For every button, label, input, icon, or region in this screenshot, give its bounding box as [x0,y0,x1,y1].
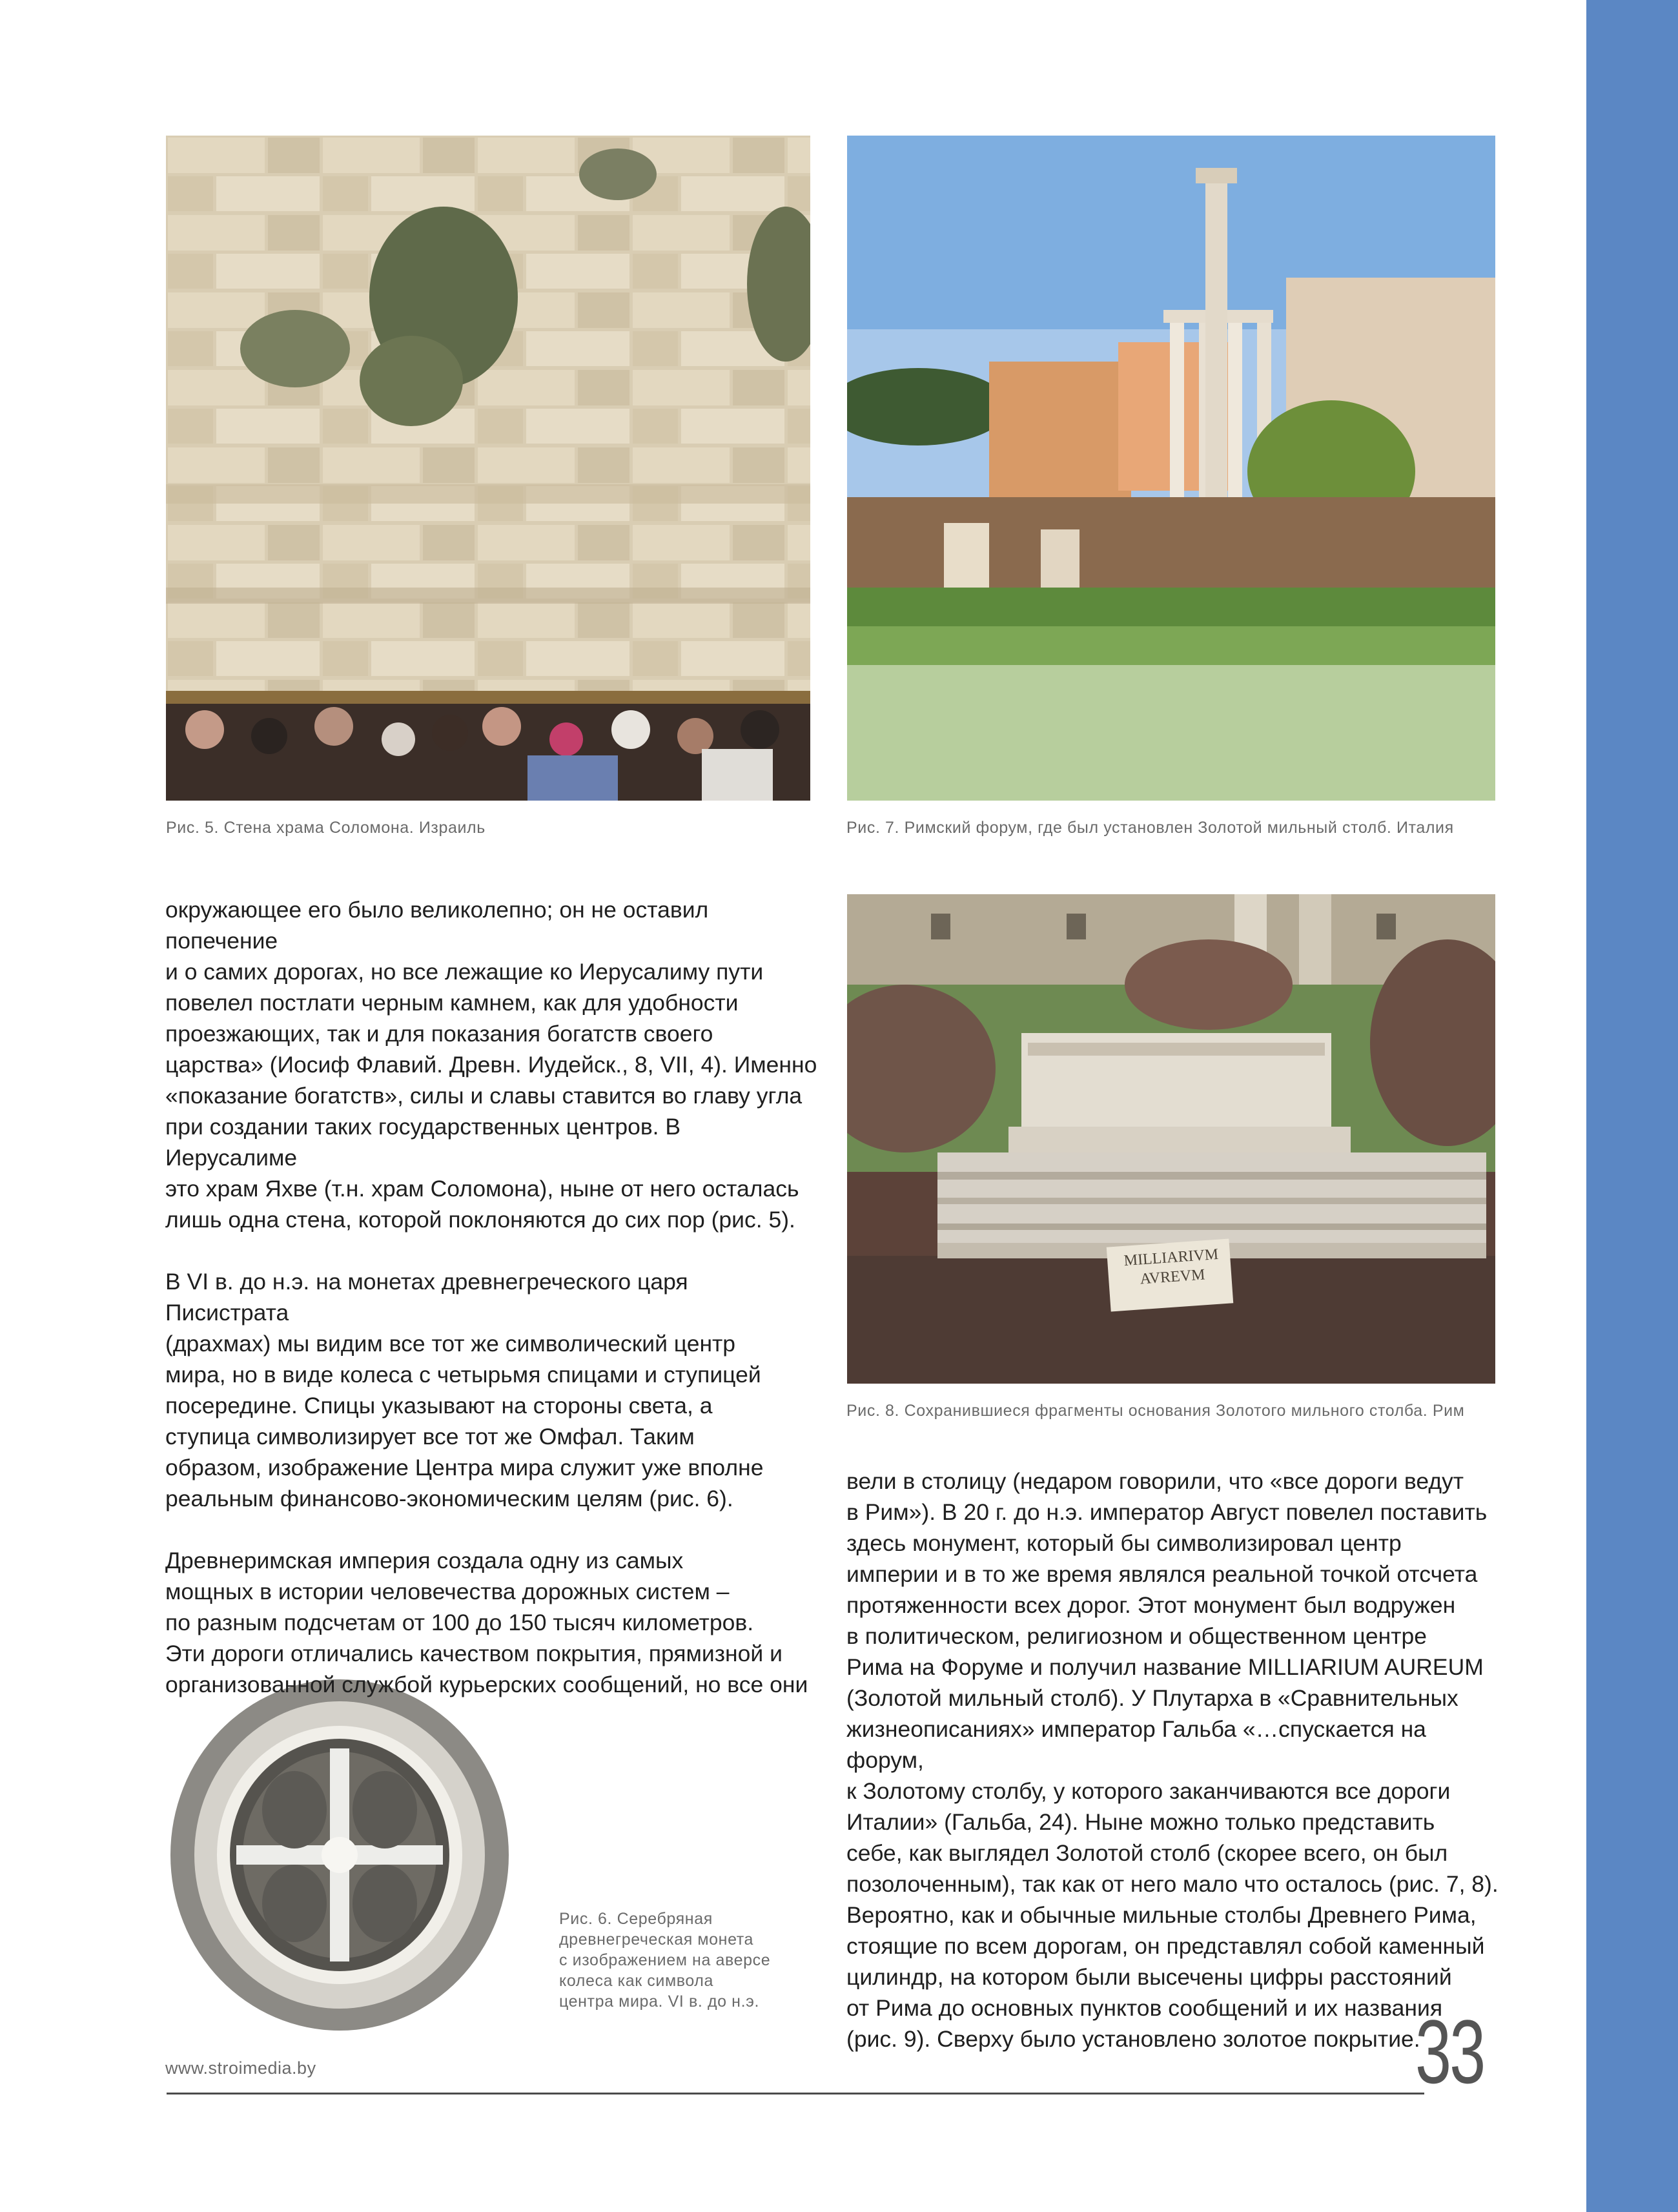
paragraph-jerusalem: окружающее его было великолепно; он не оставил попечение и о самих дорогах, но все лежащие ко Иерусалиму пути повелел постлати черным камнем, как для удобности проезжающих, так и для показания богатств своего царства» (Иосиф Флавий. Древн. Иудейск., 8, VII, 4). Именно «показание богатств», силы и славы ставится во главу угла при создании таких государственных центров. В Иерусалиме это храм Яхве (т.н. храм Соломона), ныне от него осталась лишь одна стена, которой поклоняются до сих пор (рис. 5). [165,897,817,1233]
footer-divider [167,2093,1424,2094]
figure-5-caption: Рис. 5. Стена храма Соломона. Израиль [166,819,486,837]
figure-6-caption: Рис. 6. Серебряная древнегреческая монета с изображением на аверсе колеса как символа центра мира. VI в. до н.э. [559,1910,771,2011]
right-column-text [846,1466,1505,2054]
footer-website-link[interactable]: www.stroimedia.by [165,2058,316,2078]
figure-8-milliarium-photo [847,894,1495,1384]
side-accent-band [1586,0,1678,2212]
figure-5-wall-photo [166,136,810,801]
left-column-text [165,894,817,1700]
paragraph-milliarium: вели в столицу (недаром говорили, что «все дороги ведут в Рим»). В 20 г. до н.э. император Август повелел поставить здесь монумент, который бы символизировал центр империи и в то же время являлся реальной точкой отсчета протяженности всех дорог. Этот монумент был водружен в политическом, религиозном и общественном центре Рима на Форуме и получил название MILLIARIUM AUREUM (Золотой мильный столб). У Плутарха в «Сравнительных жизнеописаниях» император Гальба «…спускается на форум, к Золотому столбу, у которого заканчиваются все дороги Италии» (Гальба, 24). Ныне можно только представить себе, как выглядел Золотой столб (скорее всего, он был позолоченным), так как от него мало что осталось (рис. 7, 8). Вероятно, как и обычные мильные столбы Древнего Рима, стоящие по всем дорогам, он представлял собой каменный цилиндр, на котором были высечены цифры расстояний от Рима до основных пунктов сообщений и их названия (рис. 9). Сверху было установлено золотое покрытие. [846,1468,1499,2052]
page-number: 33 [1415,2001,1484,2102]
paragraph-peisistratos: В VI в. до н.э. на монетах древнегреческого царя Писистрата (драхмах) мы видим все тот же символический центр мира, но в виде колеса с четырьмя спицами и ступицей посередине. Спицы указывают на стороны света, а ступица символизирует все тот же Омфал. Таким образом, изображение Центра мира служит уже вполне реальным финансово-экономическим целям (рис. 6). [165,1269,764,1511]
paragraph-roman-roads: Древнеримская империя создала одну из самых мощных в истории человечества дорожных систем – по разным подсчетам от 100 до 150 тысяч километров. Эти дороги отличались качеством покрытия, прямизной и организованной службой курьерских сообщений, но все они [165,1548,808,1697]
figure-7-forum-photo [847,136,1495,801]
figure-6-coin-photo [165,1671,514,2039]
milliarium-inscription: MILLIARIVM AVREVM [1123,1245,1220,1288]
figure-7-caption: Рис. 7. Римский форум, где был установлен Золотой мильный столб. Италия [846,819,1454,837]
figure-8-caption: Рис. 8. Сохранившиеся фрагменты основания Золотого мильного столба. Рим [846,1402,1465,1420]
